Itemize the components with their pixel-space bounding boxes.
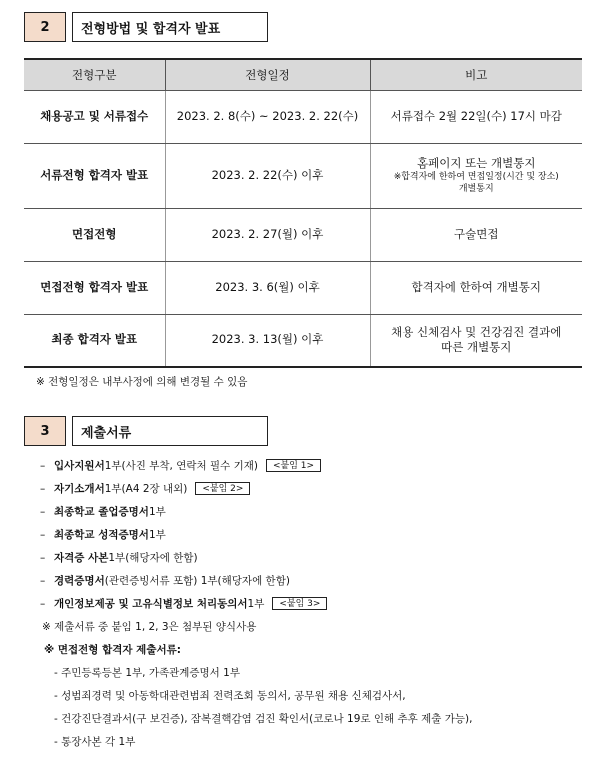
attachment-tag: <붙임 1> <box>266 459 321 472</box>
list-item <box>40 500 472 523</box>
documents-note: ※ 제출서류 중 붙임 1, 2, 3은 첨부된 양식사용 <box>42 621 257 633</box>
row-stage: 면접전형 <box>24 208 165 261</box>
interview-docs-title: ※ 면접전형 합격자 제출서류: <box>44 644 181 656</box>
row-schedule: 2023. 3. 13(월) 이후 <box>165 314 370 367</box>
row-remark <box>370 208 582 261</box>
header-stage: 전형구분 <box>24 59 165 90</box>
document-detail: 1부(해당자에 한함) <box>108 552 198 564</box>
document-detail: 1부 <box>247 598 265 610</box>
table-row <box>24 90 582 143</box>
list-dash: – <box>40 459 46 472</box>
document-name: 입사지원서 <box>54 460 105 472</box>
list-item <box>40 454 472 477</box>
document-detail: (관련증빙서류 포함) 1부(해당자에 한함) <box>104 575 290 587</box>
remark-line: 따른 개별통지 <box>441 340 512 355</box>
document-name: 최종학교 성적증명서 <box>54 529 149 541</box>
document-detail: 1부 <box>148 506 166 518</box>
document-name: 경력증명서 <box>54 575 105 587</box>
row-stage: 면접전형 합격자 발표 <box>24 261 165 314</box>
list-item <box>40 477 472 500</box>
interview-doc-item: - 주민등록등본 1부, 가족관계증명서 1부 <box>54 667 240 679</box>
section-2-title: 전형방법 및 합격자 발표 <box>72 12 268 42</box>
header-schedule: 전형일정 <box>165 59 370 90</box>
list-dash: – <box>40 551 46 564</box>
remark-line: 개별통지 <box>458 184 494 195</box>
row-schedule: 2023. 2. 8(수) ~ 2023. 2. 22(수) <box>165 90 370 143</box>
document-detail: 1부 <box>148 529 166 541</box>
row-schedule: 2023. 2. 22(수) 이후 <box>165 143 370 208</box>
schedule-table <box>24 58 582 368</box>
section-3-number: 3 <box>24 416 66 446</box>
document-detail: 1부(A4 2장 내외) <box>104 483 188 495</box>
documents-list <box>40 454 472 753</box>
row-stage: 서류전형 합격자 발표 <box>24 143 165 208</box>
section-2-number: 2 <box>24 12 66 42</box>
row-remark <box>370 261 582 314</box>
header-remark: 비고 <box>370 59 582 90</box>
row-remark <box>370 314 582 367</box>
table-row <box>24 261 582 314</box>
list-item <box>40 569 472 592</box>
list-item <box>40 546 472 569</box>
attachment-tag: <붙임 2> <box>195 482 250 495</box>
remark-line: ※합격자에 한하여 면접일정(시간 및 장소) <box>393 172 559 183</box>
table-row <box>24 314 582 367</box>
table-row <box>24 143 582 208</box>
section-3-header <box>24 416 268 446</box>
remark-line: 합격자에 한하여 개별통지 <box>411 279 541 294</box>
document-name: 개인정보제공 및 고유식별정보 처리동의서 <box>54 598 248 610</box>
section-3-title: 제출서류 <box>72 416 268 446</box>
document-detail: 1부(사진 부착, 연락처 필수 기재) <box>104 460 258 472</box>
schedule-note: ※ 전형일정은 내부사정에 의해 변경될 수 있음 <box>36 376 248 388</box>
remark-line: 구술면접 <box>454 226 499 241</box>
list-dash: – <box>40 482 46 495</box>
row-schedule: 2023. 3. 6(월) 이후 <box>165 261 370 314</box>
section-2-header <box>24 12 268 42</box>
list-dash: – <box>40 574 46 587</box>
remark-line: 서류접수 2월 22일(수) 17시 마감 <box>390 108 562 123</box>
row-remark <box>370 90 582 143</box>
table-header-row <box>24 59 582 90</box>
list-item <box>40 592 472 615</box>
row-stage: 채용공고 및 서류접수 <box>24 90 165 143</box>
table-row <box>24 208 582 261</box>
remark-line: 홈페이지 또는 개별통지 <box>417 155 536 170</box>
interview-doc-item: - 건강진단결과서(구 보건증), 잠복결핵감염 검진 확인서(코로나 19로 인해 추후 제출 가능), <box>54 713 473 725</box>
document-name: 자기소개서 <box>54 483 105 495</box>
list-dash: – <box>40 528 46 541</box>
list-dash: – <box>40 597 46 610</box>
attachment-tag: <붙임 3> <box>272 597 327 610</box>
interview-doc-item: - 통장사본 각 1부 <box>54 736 136 748</box>
interview-doc-item: - 성범죄경력 및 아동학대관련범죄 전력조회 동의서, 공무원 채용 신체검사서, <box>54 690 406 702</box>
row-remark <box>370 143 582 208</box>
list-item <box>40 523 472 546</box>
remark-line: 채용 신체검사 및 건강검진 결과에 <box>391 324 562 339</box>
document-name: 최종학교 졸업증명서 <box>54 506 149 518</box>
row-schedule: 2023. 2. 27(월) 이후 <box>165 208 370 261</box>
row-stage: 최종 합격자 발표 <box>24 314 165 367</box>
document-name: 자격증 사본 <box>54 552 109 564</box>
list-dash: – <box>40 505 46 518</box>
